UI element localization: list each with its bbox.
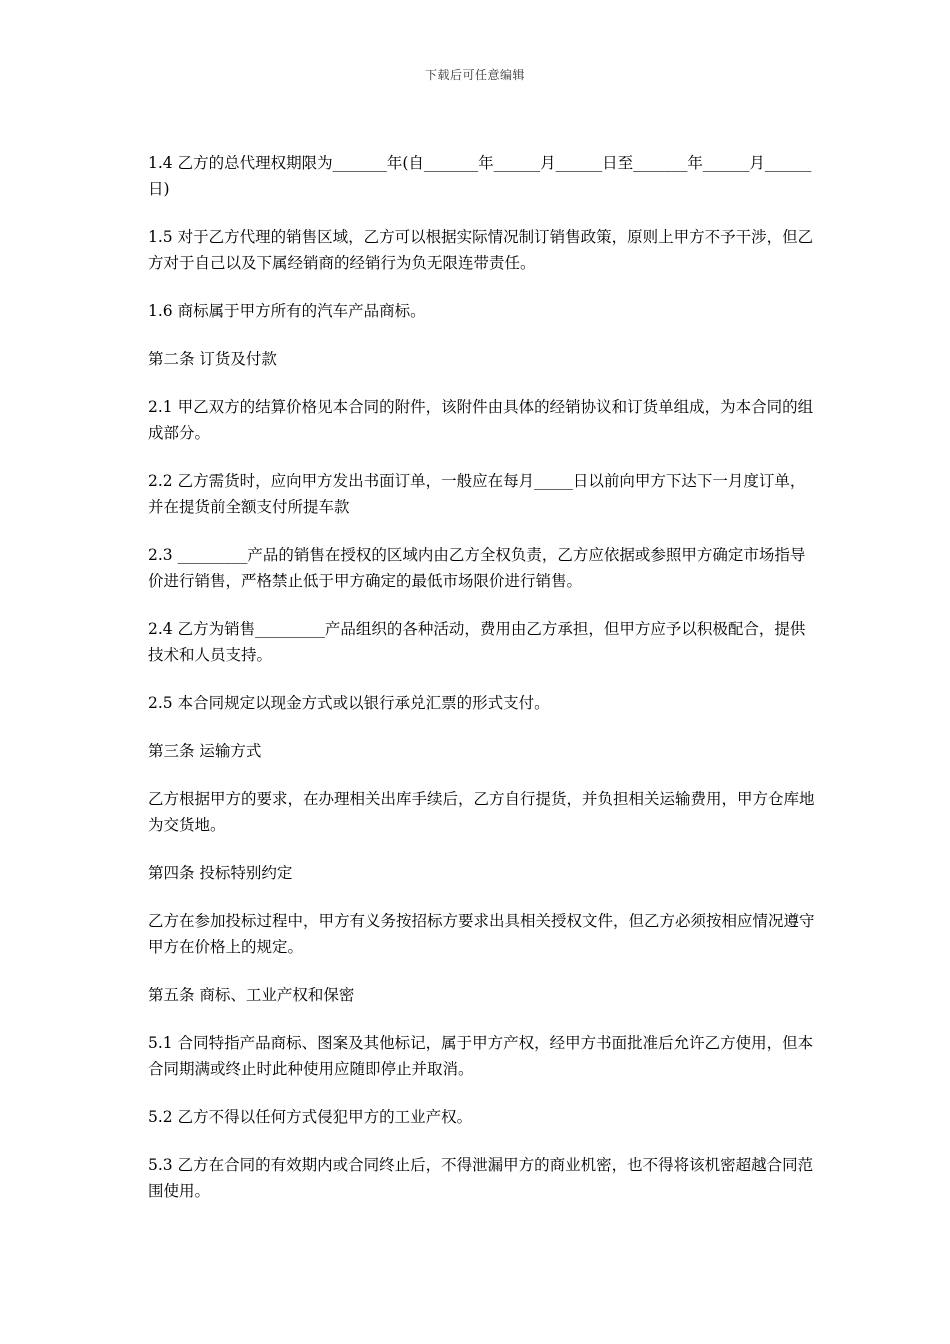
clause-2-1: 2.1 甲乙双方的结算价格见本合同的附件，该附件由具体的经销协议和订货单组成，为本合同的组成部分。 — [148, 398, 814, 442]
clause-2-2: 2.2 乙方需货时，应向甲方发出书面订单，一般应在每月_____日以前向甲方下达下一月度订单，并在提货前全额支付所提车款 — [148, 472, 806, 516]
clause-2-5: 2.5 本合同规定以现金方式或以银行承兑汇票的形式支付。 — [148, 694, 550, 712]
contract-body — [144, 150, 816, 1226]
clause-2-3: 2.3 _________产品的销售在授权的区域内由乙方全权负责，乙方应依据或参照甲方确定市场指导价进行销售，严格禁止低于甲方确定的最低市场限价进行销售。 — [148, 546, 806, 590]
article-4-body: 乙方在参加投标过程中，甲方有义务按招标方要求出具相关授权文件，但乙方必须按相应情况遵守甲方在价格上的规定。 — [148, 912, 815, 956]
article-3-title: 第三条 运输方式 — [148, 742, 262, 760]
article-4-title: 第四条 投标特别约定 — [148, 864, 293, 882]
clause-5-1: 5.1 合同特指产品商标、图案及其他标记，属于甲方产权，经甲方书面批准后允许乙方使用，但本合同期满或终止时此种使用应随即停止并取消。 — [148, 1034, 814, 1078]
clause-2-4: 2.4 乙方为销售_________产品组织的各种活动，费用由乙方承担，但甲方应予以积极配合，提供技术和人员支持。 — [148, 620, 806, 664]
clause-1-6: 1.6 商标属于甲方所有的汽车产品商标。 — [148, 302, 426, 320]
clause-5-2: 5.2 乙方不得以任何方式侵犯甲方的工业产权。 — [148, 1108, 473, 1126]
article-5-title: 第五条 商标、工业产权和保密 — [148, 986, 355, 1004]
article-2-title: 第二条 订货及付款 — [148, 350, 277, 368]
clause-5-3: 5.3 乙方在合同的有效期内或合同终止后，不得泄漏甲方的商业机密，也不得将该机密超越合同范围使用。 — [148, 1156, 814, 1200]
article-3-body: 乙方根据甲方的要求，在办理相关出库手续后，乙方自行提货，并负担相关运输费用，甲方仓库地为交货地。 — [148, 790, 815, 834]
page-header: 下载后可任意编辑 — [424, 68, 525, 82]
clause-1-4: 1.4 乙方的总代理权期限为_______年(自_______年______月______日至_______年______月______日) — [148, 154, 812, 198]
clause-1-5: 1.5 对于乙方代理的销售区域，乙方可以根据实际情况制订销售政策，原则上甲方不予干涉，但乙方对于自己以及下属经销商的经销行为负无限连带责任。 — [148, 228, 814, 272]
